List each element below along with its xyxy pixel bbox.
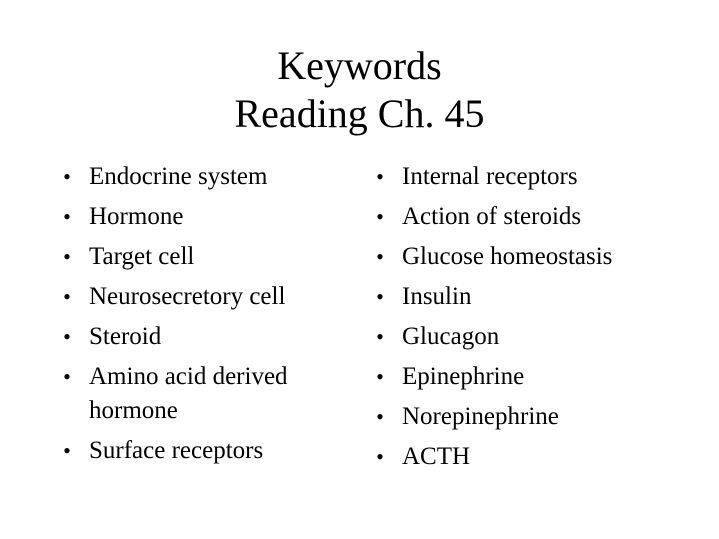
list-item xyxy=(370,437,700,477)
bullet-icon: • xyxy=(63,164,71,189)
list-item-label: ACTH xyxy=(402,443,471,470)
bullet-icon: • xyxy=(376,364,384,389)
bullet-icon: • xyxy=(376,284,384,309)
list-item-label: Target cell xyxy=(89,243,195,270)
list-item xyxy=(370,197,700,237)
bullet-icon: • xyxy=(376,404,384,429)
list-item-label: Steroid xyxy=(89,323,162,350)
list-item xyxy=(57,277,337,317)
slide-title xyxy=(0,42,719,138)
bullet-icon: • xyxy=(63,324,71,349)
list-item xyxy=(370,277,700,317)
right-keyword-list xyxy=(370,157,700,477)
list-item xyxy=(57,357,337,431)
list-item-label: Epinephrine xyxy=(402,363,525,390)
list-item-label: Action of steroids xyxy=(402,203,582,230)
list-item-label: Hormone xyxy=(89,203,184,230)
list-item xyxy=(370,397,700,437)
list-item xyxy=(57,157,337,197)
list-item-label: Norepinephrine xyxy=(402,403,559,430)
title-line-1: Keywords xyxy=(277,43,442,88)
left-keyword-list xyxy=(57,157,337,471)
list-item-label: Glucagon xyxy=(402,323,500,350)
bullet-icon: • xyxy=(63,438,71,463)
bullet-icon: • xyxy=(376,324,384,349)
list-item xyxy=(370,237,700,277)
bullet-icon: • xyxy=(376,164,384,189)
list-item xyxy=(370,157,700,197)
list-item-label: Amino acid derived hormone xyxy=(89,363,288,424)
list-item xyxy=(370,357,700,397)
list-item xyxy=(57,431,337,471)
list-item xyxy=(370,317,700,357)
bullet-icon: • xyxy=(63,204,71,229)
list-item-label: Glucose homeostasis xyxy=(402,243,613,270)
list-item xyxy=(57,197,337,237)
list-item xyxy=(57,237,337,277)
list-item-label: Insulin xyxy=(402,283,472,310)
list-item xyxy=(57,317,337,357)
bullet-icon: • xyxy=(376,204,384,229)
list-item-label: Endocrine system xyxy=(89,163,268,190)
list-item-label: Neurosecretory cell xyxy=(89,283,286,310)
list-item-label: Internal receptors xyxy=(402,163,578,190)
bullet-icon: • xyxy=(63,244,71,269)
bullet-icon: • xyxy=(63,284,71,309)
bullet-icon: • xyxy=(63,364,71,389)
title-line-2: Reading Ch. 45 xyxy=(234,91,485,136)
bullet-icon: • xyxy=(376,244,384,269)
bullet-icon: • xyxy=(376,444,384,469)
list-item-label: Surface receptors xyxy=(89,437,264,464)
